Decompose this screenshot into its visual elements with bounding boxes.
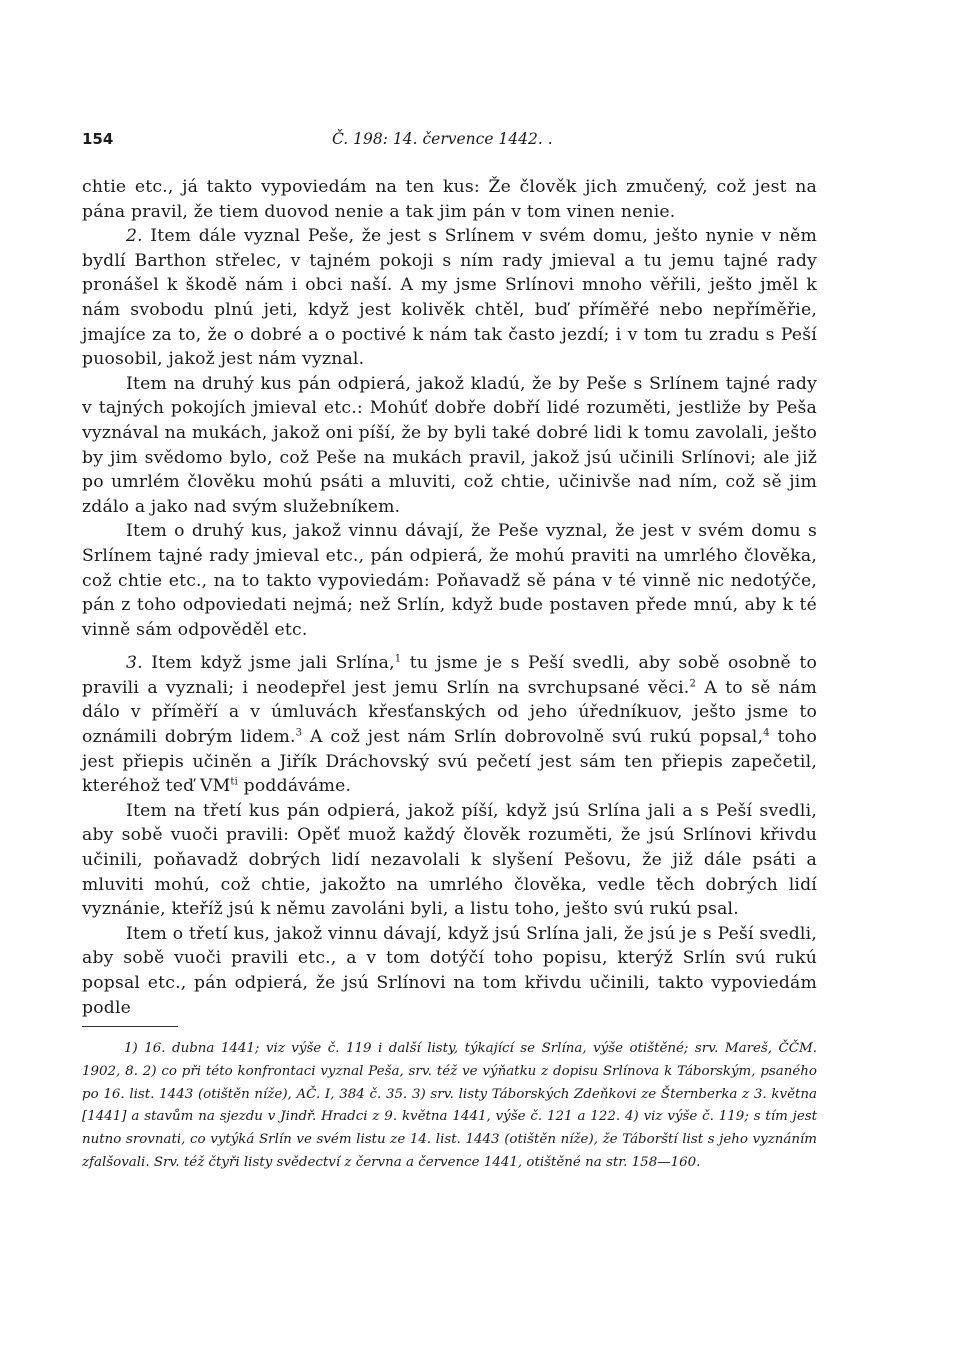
footnote-ref-3: 3: [295, 727, 303, 739]
section-number-2: 2.: [126, 226, 143, 247]
paragraph-1: chtie etc., já takto vypoviedám na ten kus: Že člověk jich zmučený, což jest na pána pravil, že tiem duovod nenie a tak jim pán v tom vinen nenie.: [82, 177, 817, 222]
paragraph-5-part-e: toho jest přiepis učiněn a Jiřík Dráchovský svú pečetí jest sám ten přiepis zapečetil, kteréhož teď VM: [82, 727, 817, 797]
paragraph-4: Item o druhý kus, jakož vinnu dávají, že Peše vyznal, že jest v svém domu s Srlínem tajné rady jmieval etc., pán odpierá, že mohú praviti na umrlého člověka, což chtie etc., na to takto vypoviedám: Poňavadž sě pána v té vinně nic nedotýče, pán z toho odpoviedati nejmá; než Srlín, když bude postaven přede mnú, aby k té vinně sám odpověděl etc.: [82, 521, 817, 640]
abbrev-superscript: ti: [230, 776, 238, 788]
paragraph-2-text: Item dále vyznal Peše, že jest s Srlínem v svém domu, ješto nynie v něm bydlí Barthon střelec, v tajném pokoji s ním rady jmieval a tu jemu tajné rady pronášel k škodě nám i obci naší. A my jsme Srlínovi mnoho věřili, ješto jměl k nám svobodu plnú jeti, když jest kolivěk chtěl, buď příměřé nebo nepříměřie, jmajíce za to, že o dobré a o poctivé k nám tak často jezdí; i v tom tu zradu s Peší puosobil, jakož jest nám vyznal.: [82, 226, 817, 370]
paragraph-6: Item na třetí kus pán odpierá, jakož píší, když jsú Srlína jali a s Peší svedli, aby sobě vuoči pravili: Opěť muož každý člověk rozuměti, že jsú Srlínovi křivdu učinili, poňavadž dobrých lidí nezavolali k slyšení Pešovu, že již dále psáti a mluviti mohú, což chtie, jakožto na umrlého člověka, vedle těch dobrých lidí vyznánie, kteříž jsú k němu zavoláni byli, a listu toho, ješto svú rukú psal.: [82, 800, 817, 920]
page-number: 154: [82, 130, 114, 148]
running-title: Č. 198: 14. července 1442. .: [332, 130, 553, 148]
paragraph-5-part-b: tu jsme je s Peší svedli, aby sobě osobně to pravili a vyznali; i neodepřel jest jemu Srlín na svrchupsané věci.: [82, 653, 817, 698]
footnotes: [82, 1038, 817, 1175]
paragraph-5: [82, 651, 817, 799]
paragraph-7: Item o třetí kus, jakož vinnu dávají, když jsú Srlína jali, že jsú je s Peší svedli, aby sobě vuoči pravili etc., a v tom dotýčí toho popisu, kterýž Srlín svú rukú popsal etc., pán odpierá, že jsú Srlínovi na tom křivdu učinili, takto vypoviedám podle: [82, 923, 817, 1018]
paragraph-5-part-f: poddáváme.: [238, 776, 352, 797]
footnote-ref-1: 1: [394, 653, 402, 665]
paragraph-5-part-d: A což jest nám Srlín dobrovolně svú rukú popsal,: [302, 727, 764, 748]
footnote-ref-4: 4: [763, 727, 770, 739]
paragraph-2: [82, 224, 817, 372]
paragraph-5-part-a: Item když jsme jali Srlína,: [151, 653, 395, 674]
page-header: [82, 130, 817, 154]
body-text: [82, 175, 817, 1020]
footnote-ref-2: 2: [689, 678, 697, 690]
section-number-3: 3.: [126, 653, 143, 674]
footnote-text: 1) 16. dubna 1441; viz výše č. 119 i další listy, týkající se Srlína, výše otištěné; srv. Mareš, ČČM. 1902, 8. 2) co při této konfrontaci vyznal Peša, srv. též ve výňatku z dopisu Srlínova k Táborským, psaného po 16. list. 1443 (otištěn níže), AČ. I, 384 č. 35. 3) srv. listy Táborských Zdeňkovi ze Šternberka z 3. května [1441] a stavům na sjezdu v Jindř. Hradci z 9. května 1441, výše č. 121 a 122. 4) viz výše č. 119; s tím jest nutno srovnati, co vytýká Srlín ve svém listu ze 14. list. 1443 (otištěn níže), že Táborští list s jeho vyznáním zfalšovali. Srv. též čtyři listy svědectví z června a července 1441, otištěné na str. 158—160.: [82, 1041, 817, 1170]
paragraph-3: Item na druhý kus pán odpierá, jakož kladú, že by Peše s Srlínem tajné rady v tajných pokojích jmieval etc.: Mohúť dobře dobří lidé rozuměti, jestliže by Peša vyznával na mukách, jakož oni píší, že by byli také dobré lidi k tomu zavolali, ješto by jim svědomo bylo, což Peše na mukách pravil, jakož jsú učinili Srlínovi; ale již po umrlém člověku mohú psáti a mluviti, což chtie, učinivše nad ním, což sě jim zdálo a jako nad svým služebníkem.: [82, 373, 817, 517]
paragraph-5-part-c: A to sě nám dálo v příměří a v úmluvách křesťanských od jeho úředníkuov, ješto jsme to oznámili dobrým lidem.: [82, 677, 817, 748]
footnote-separator: [82, 1026, 178, 1027]
